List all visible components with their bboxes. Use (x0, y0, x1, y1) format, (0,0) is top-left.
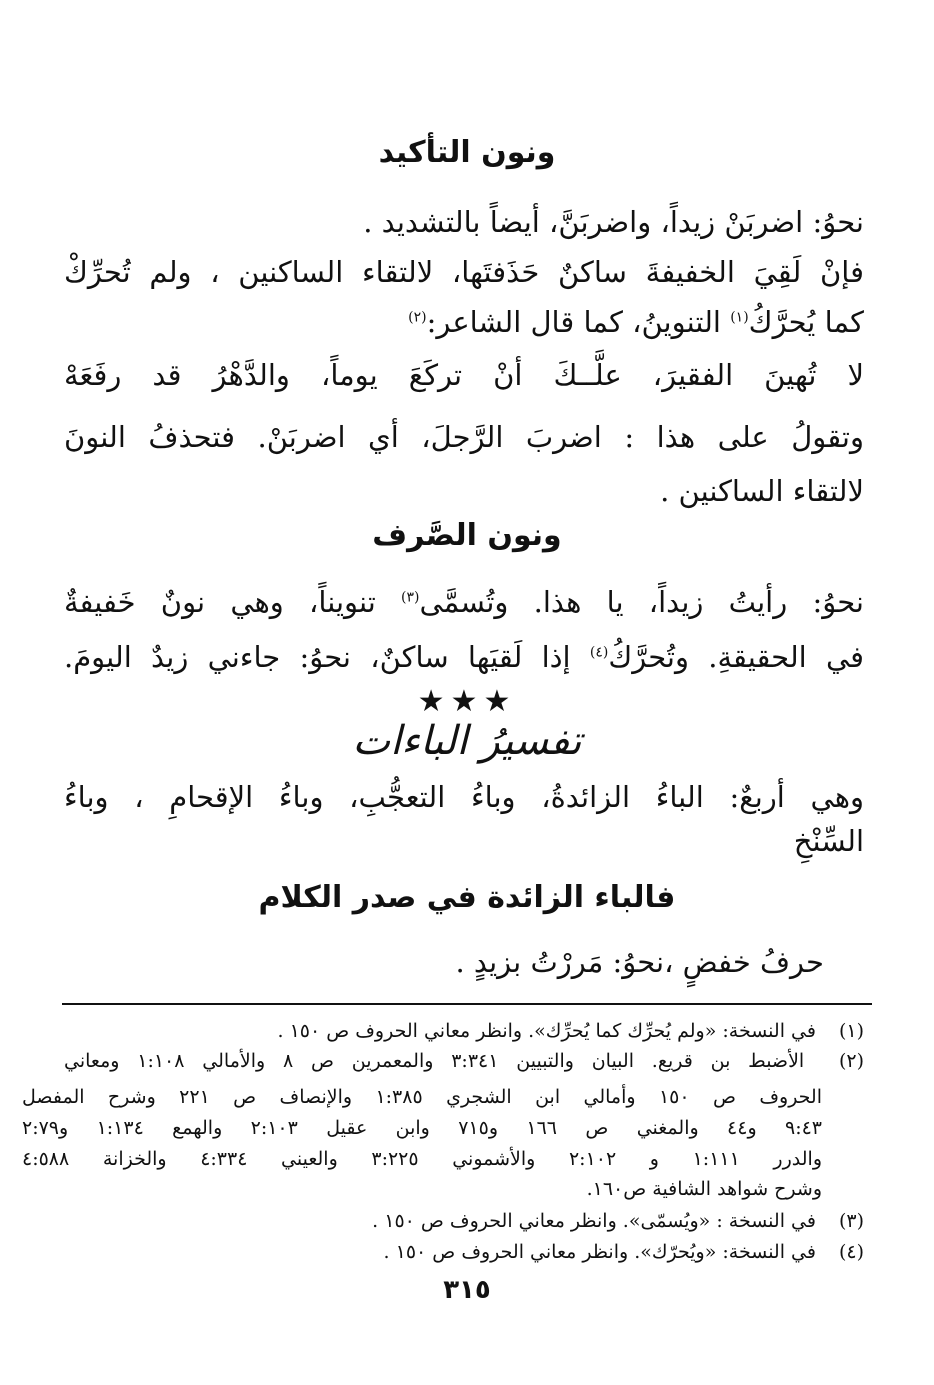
footnote-text: في النسخة: «ويُحرّك». وانظر معاني الحروف ص ١٥٠ . (383, 1241, 816, 1263)
footnote-2-line: والدرر ١:١١١ و ٢:١٠٢ والأشموني ٣:٢٢٥ والعيني ٤:٣٣٤ والخزانة ٤:٥٨٨ (22, 1148, 823, 1170)
text-line: وتقولُ على هذا : اضربَ الرَّجلَ، أي اضربَنْ. فتحذفُ النونَ (64, 420, 864, 454)
poetry-line: لا تُهينَ الفقيرَ، علَّــكَ أنْ تركَعَ يوماً، والدَّهْرُ قد رفَعَهْ (64, 358, 864, 392)
heading-baa-zaida: فالباء الزائدة في صدر الكلام (258, 880, 676, 915)
footnote-text: في النسخة : «ويُسمّى». وانظر معاني الحروف ص ١٥٠ . (372, 1210, 816, 1232)
text-fragment: نحوُ: رأيتُ زيداً، يا هذا. وتُسمَّى (419, 585, 864, 619)
calligraphic-title: تفسيرُ الباءات (352, 718, 582, 764)
text-line: السِّنْخِ (793, 824, 864, 858)
text-line: حرفُ خفضٍ ،نحوُ: مَررْتُ بزيدٍ . (455, 945, 824, 979)
footnote-text: الأضبط بن قريع. البيان والتبيين ٣:٣٤١ والمعمرين ص ٨ والأمالي ١:١٠٨ ومعاني (64, 1050, 805, 1072)
heading-nun-sarf: ونون الصَّرف (372, 518, 562, 553)
footnote-separator (62, 1003, 872, 1005)
section-divider-stars: ★★★ (417, 684, 517, 719)
footnote-2-line: الحروف ص ١٥٠ وأمالي ابن الشجري ١:٣٨٥ والإنصاف ص ٢٢١ وشرح المفصل (22, 1086, 823, 1108)
text-line: فإنْ لَقِيَ الخفيفةَ ساكنٌ حَذَفتَها، لالتقاء الساكنين ، ولم تُحرِّكْ (64, 255, 864, 289)
footnote-mark: (٣) (401, 589, 420, 606)
footnote-3 (64, 1210, 864, 1233)
text-fragment: إذا لَقيَها ساكنٌ، نحوُ: جاءني زيدٌ اليومَ. (64, 640, 571, 674)
footnote-2-line: ٩:٤٣ و٤٤ والمغني ص ١٦٦ و٧١٥ وابن عقيل ٢:١٠٣ والهمع ١:١٣٤ و٢:٧٩ (22, 1117, 823, 1139)
footnote-mark: (٢) (408, 309, 427, 326)
text-line: وهي أربعٌ: الباءُ الزائدةُ، وباءُ التعجُّبِ، وباءُ الإقحامِ ، وباءُ (64, 780, 864, 814)
text-line (64, 640, 864, 675)
footnote-4 (64, 1241, 864, 1264)
text-line (64, 585, 864, 620)
text-line (64, 305, 864, 340)
footnote-mark: (١) (730, 309, 749, 326)
page-number: ٣١٥ (443, 1275, 491, 1305)
text-line: نحوُ: اضربَنْ زيداً، واضربَنَّ، أيضاً بالتشديد . (363, 205, 864, 239)
footnote-mark: (٤) (589, 644, 609, 661)
text-fragment: التنوينُ، كما قال الشاعر: (426, 305, 721, 339)
footnote-text: في النسخة: «ولم يُحرِّك كما يُحرِّك». وانظر معاني الحروف ص ١٥٠ . (277, 1020, 816, 1042)
footnote-number: (٣) (838, 1210, 864, 1232)
footnote-1 (64, 1020, 864, 1043)
heading-nun-taukid: ونون التأكيد (378, 135, 556, 170)
footnote-number: (١) (838, 1020, 864, 1042)
footnote-number: (٢) (838, 1050, 864, 1072)
footnote-2 (64, 1050, 864, 1073)
text-fragment: في الحقيقةِ. وتُحرَّكُ (608, 640, 864, 674)
text-fragment: كما يُحرَّكُ (748, 305, 864, 339)
text-fragment: تنويناً، وهي نونٌ خَفيفةٌ (64, 585, 376, 619)
text-line: لالتقاء الساكنين . (660, 474, 864, 508)
footnote-number: (٤) (838, 1241, 864, 1263)
footnote-2-line: وشرح شواهد الشافية ص١٦٠. (586, 1178, 822, 1200)
